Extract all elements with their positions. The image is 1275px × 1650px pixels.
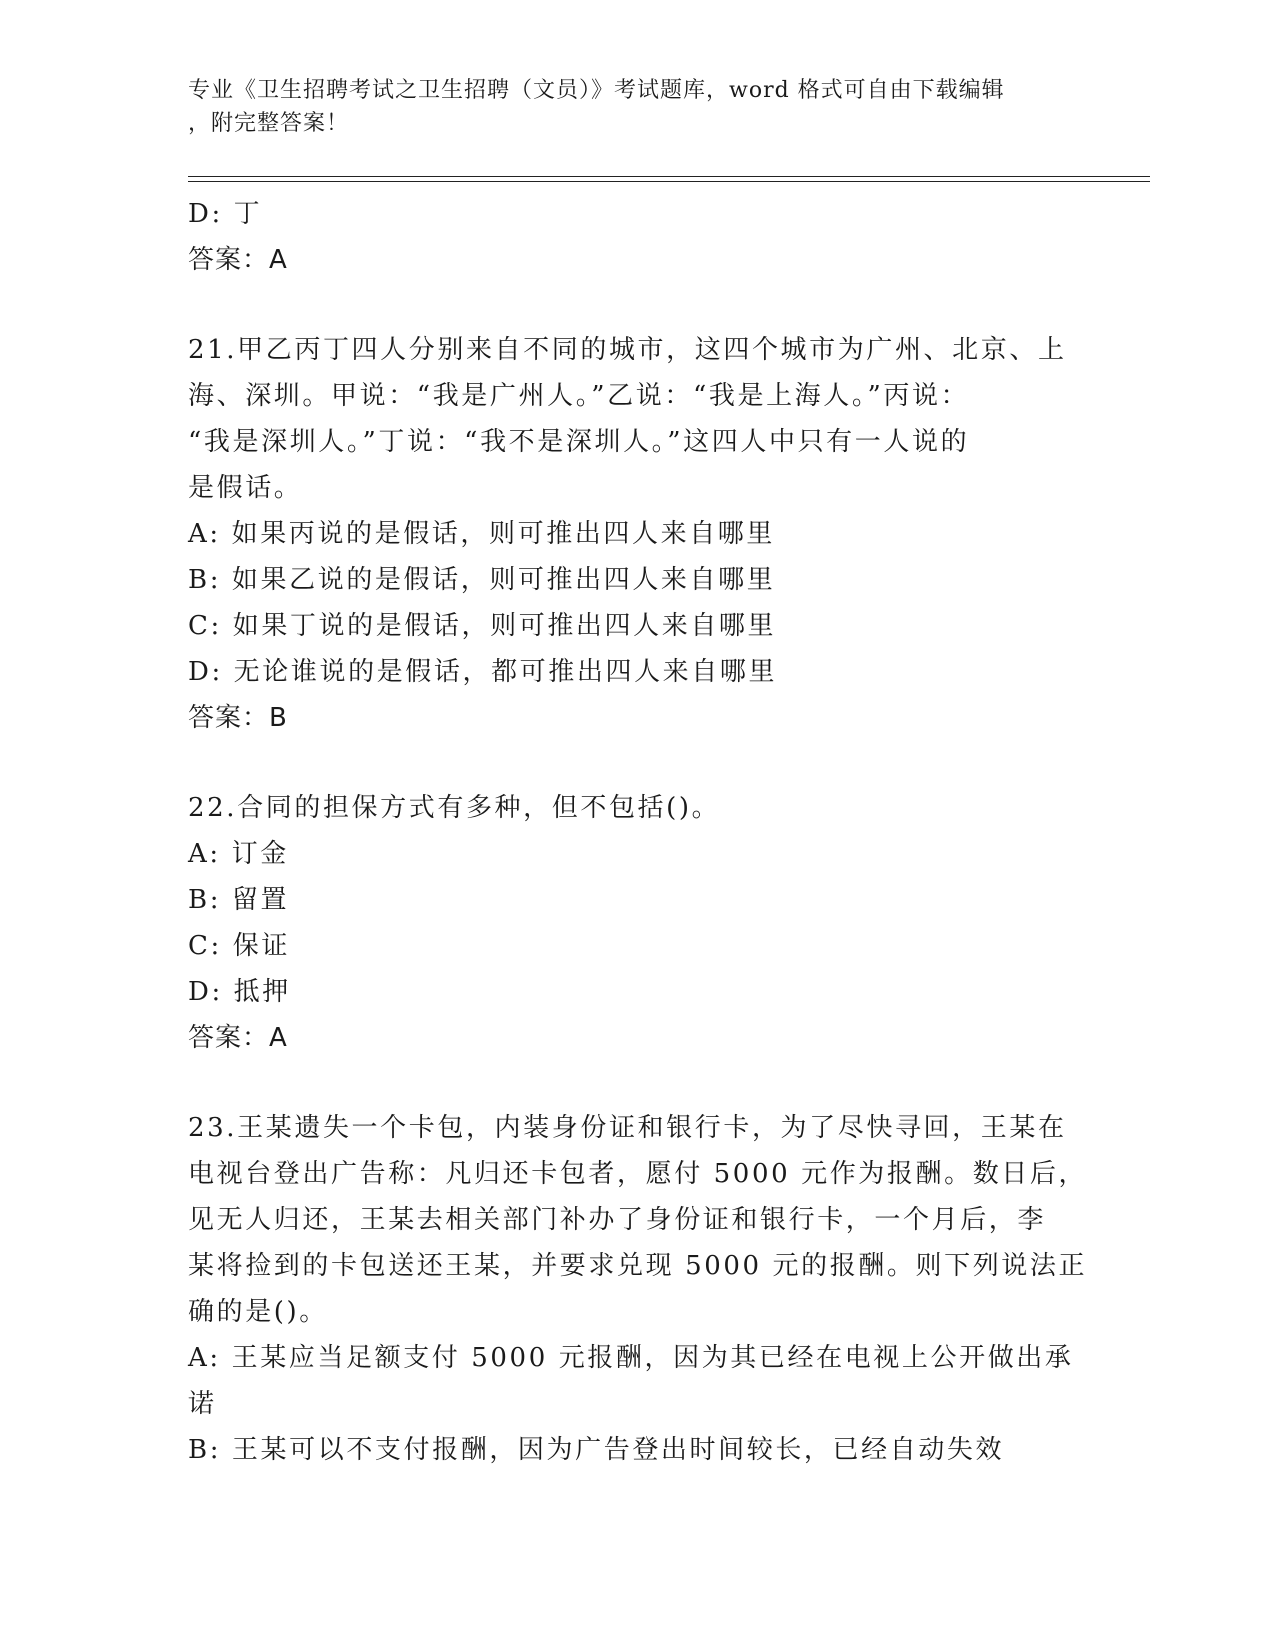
question-23 xyxy=(188,1105,1088,1473)
header-divider-bottom xyxy=(188,181,1150,182)
option-a: A: 王某应当足额支付 5000 元报酬，因为其已经在电视上公开做出承 xyxy=(188,1343,1074,1373)
option-d: D: 抵押 xyxy=(188,977,291,1007)
spacer xyxy=(188,1061,1088,1105)
header-divider-top xyxy=(188,176,1150,177)
option-b: B: 如果乙说的是假话，则可推出四人来自哪里 xyxy=(188,565,776,595)
spacer xyxy=(188,283,1088,327)
question-21 xyxy=(188,327,1088,741)
answer-label: 答案：A xyxy=(188,1023,288,1053)
question-22 xyxy=(188,785,1088,1061)
option-c: C: 保证 xyxy=(188,931,290,961)
question-stem-line: 海、深圳。甲说：“我是广州人。”乙说：“我是上海人。”丙说： xyxy=(188,381,970,411)
question-stem-line: 23.王某遗失一个卡包，内装身份证和银行卡，为了尽快寻回，王某在 xyxy=(188,1113,1067,1143)
answer-label: 答案：B xyxy=(188,703,288,733)
document-body xyxy=(188,191,1088,1473)
option-a-continued: 诺 xyxy=(188,1389,217,1419)
answer-label: 答案：A xyxy=(188,245,288,275)
spacer xyxy=(188,741,1088,785)
option-d: D: 无论谁说的是假话，都可推出四人来自哪里 xyxy=(188,657,778,687)
question-stem-line: 22.合同的担保方式有多种，但不包括()。 xyxy=(188,793,721,823)
question-stem-line: 是假话。 xyxy=(188,473,303,503)
header-line-1: 专业《卫生招聘考试之卫生招聘（文员）》考试题库，word 格式可自由下载编辑 xyxy=(188,78,1005,103)
option-b: B: 王某可以不支付报酬，因为广告登出时间较长，已经自动失效 xyxy=(188,1435,1005,1465)
question-stem-line: 电视台登出广告称：凡归还卡包者，愿付 5000 元作为报酬。数日后， xyxy=(188,1159,1088,1189)
option-a: A: 订金 xyxy=(188,839,289,869)
option-c: C: 如果丁说的是假话，则可推出四人来自哪里 xyxy=(188,611,777,641)
question-stem-line: “我是深圳人。”丁说：“我不是深圳人。”这四人中只有一人说的 xyxy=(188,427,970,457)
page-header xyxy=(188,74,1068,140)
question-stem-line: 见无人归还，王某去相关部门补办了身份证和银行卡，一个月后，李 xyxy=(188,1205,1047,1235)
question-stem-line: 21.甲乙丙丁四人分别来自不同的城市，这四个城市为广州、北京、上 xyxy=(188,335,1067,365)
question-stem-line: 确的是()。 xyxy=(188,1297,328,1327)
option-a: A: 如果丙说的是假话，则可推出四人来自哪里 xyxy=(188,519,776,549)
option-b: B: 留置 xyxy=(188,885,290,915)
question-20-tail xyxy=(188,191,1088,283)
question-stem-line: 某将捡到的卡包送还王某，并要求兑现 5000 元的报酬。则下列说法正 xyxy=(188,1251,1088,1281)
header-line-2: ，附完整答案！ xyxy=(188,111,350,136)
option-d: D: 丁 xyxy=(188,199,263,229)
